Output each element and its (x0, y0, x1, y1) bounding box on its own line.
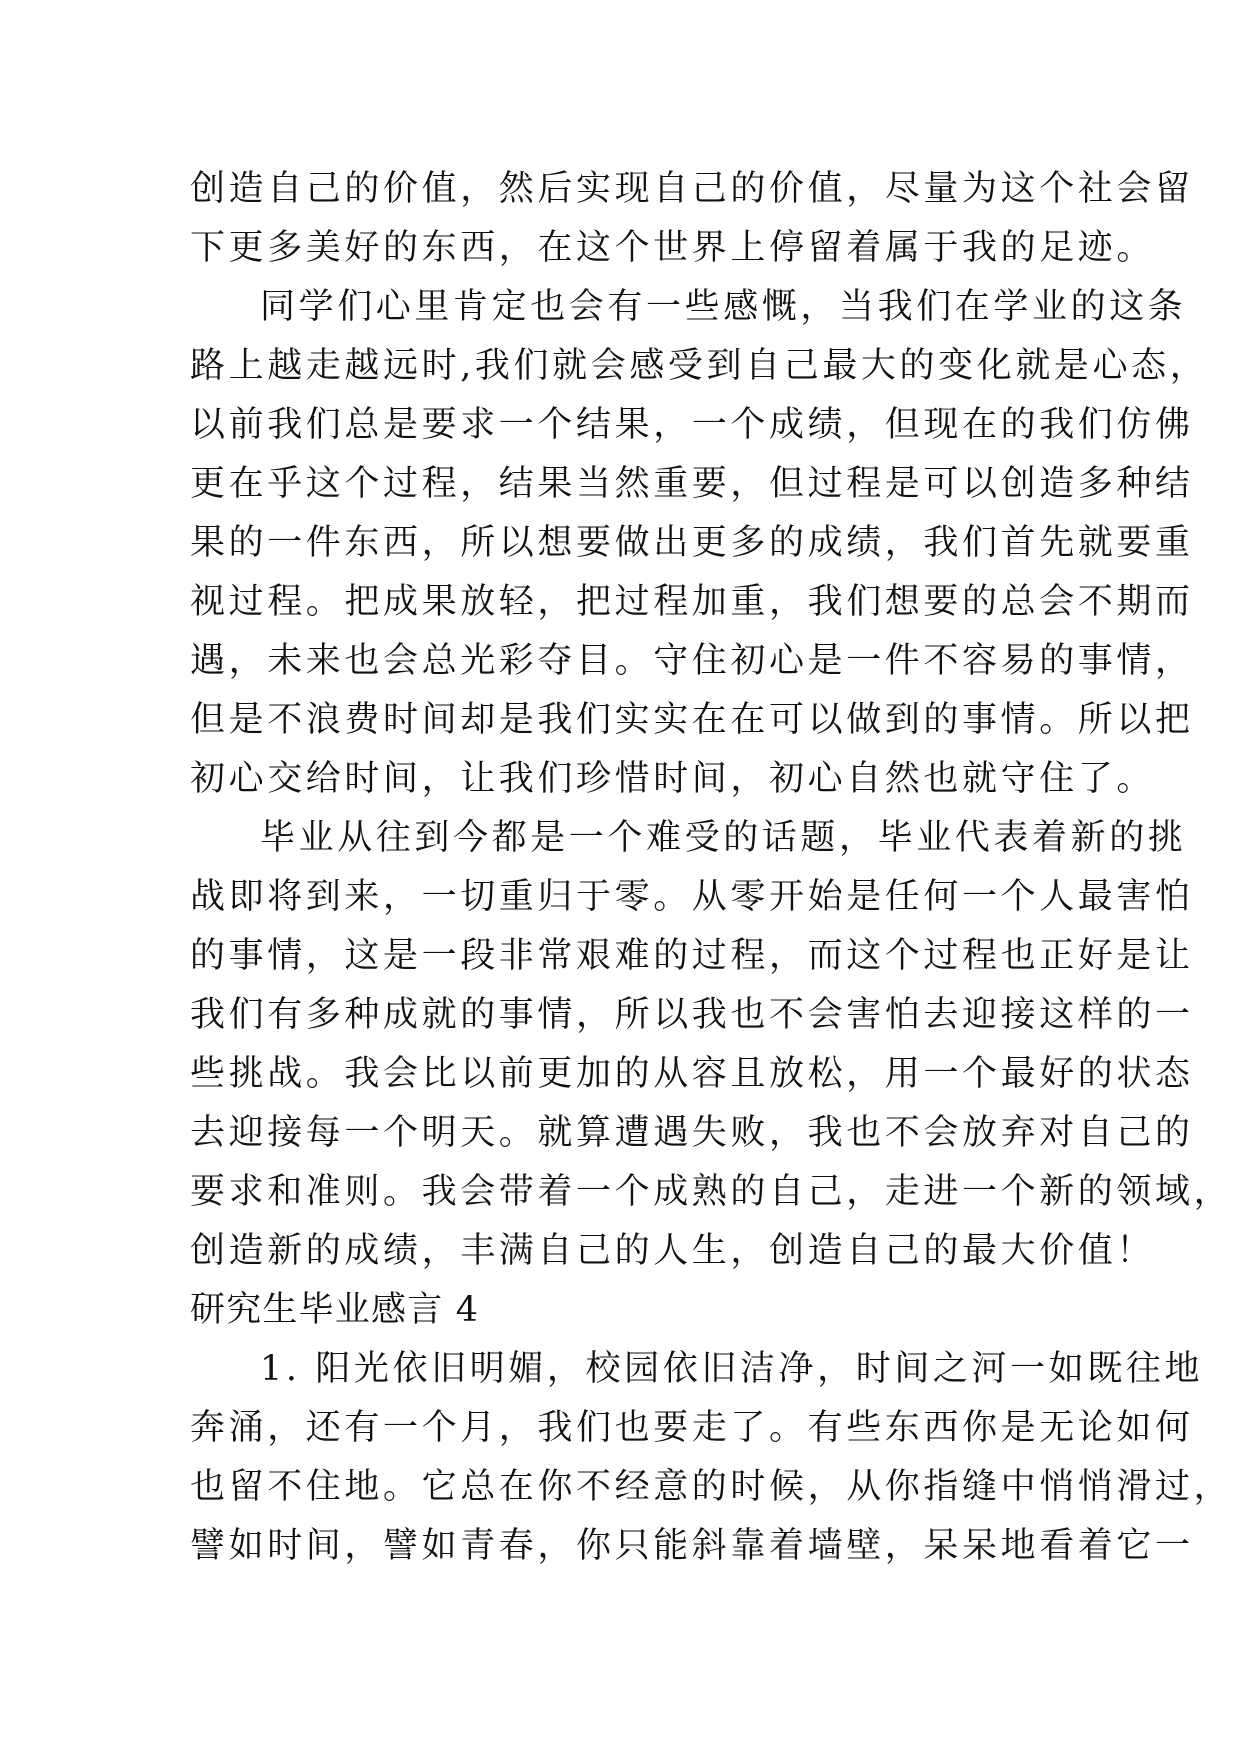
paragraph-start-line: 1. 阳光依旧明媚，校园依旧洁净，时间之河一如既往地 (260, 1349, 1204, 1389)
paragraph-start-line: 毕业从往到今都是一个难受的话题，毕业代表着新的挑 (260, 818, 1187, 858)
text-line: 譬如时间，譬如青春，你只能斜靠着墙壁，呆呆地看着它一 (190, 1526, 1194, 1566)
text-line: 战即将到来，一切重归于零。从零开始是任何一个人最害怕 (190, 877, 1194, 917)
text-line: 创造自己的价值，然后实现自己的价值，尽量为这个社会留 (190, 169, 1194, 209)
text-line: 路上越走越远时,我们就会感受到自己最大的变化就是心态， (190, 346, 1209, 386)
text-line: 更在乎这个过程，结果当然重要，但过程是可以创造多种结 (190, 464, 1194, 504)
paragraph-start-line: 同学们心里肯定也会有一些感慨，当我们在学业的这条 (260, 287, 1187, 327)
text-line: 些挑战。我会比以前更加的从容且放松，用一个最好的状态 (190, 1054, 1194, 1094)
text-line: 遇，未来也会总光彩夺目。守住初心是一件不容易的事情， (190, 641, 1194, 681)
text-line: 的事情，这是一段非常艰难的过程，而这个过程也正好是让 (190, 936, 1194, 976)
text-line: 以前我们总是要求一个结果，一个成绩，但现在的我们仿佛 (190, 405, 1194, 445)
text-line: 创造新的成绩，丰满自己的人生，创造自己的最大价值！ (190, 1231, 1156, 1271)
text-line: 要求和准则。我会带着一个成熟的自己，走进一个新的领域， (190, 1172, 1233, 1212)
section-heading: 研究生毕业感言 4 (190, 1290, 480, 1330)
text-line: 初心交给时间，让我们珍惜时间，初心自然也就守住了。 (190, 759, 1156, 799)
text-line: 果的一件东西，所以想要做出更多的成绩，我们首先就要重 (190, 523, 1194, 563)
text-line: 也留不住地。它总在你不经意的时候，从你指缝中悄悄滑过， (190, 1467, 1233, 1507)
text-line: 视过程。把成果放轻，把过程加重，我们想要的总会不期而 (190, 582, 1194, 622)
text-line: 我们有多种成就的事情，所以我也不会害怕去迎接这样的一 (190, 995, 1194, 1035)
text-line: 奔涌，还有一个月，我们也要走了。有些东西你是无论如何 (190, 1408, 1194, 1448)
text-line: 去迎接每一个明天。就算遭遇失败，我也不会放弃对自己的 (190, 1113, 1194, 1153)
document-body (190, 160, 1233, 1576)
text-line: 下更多美好的东西，在这个世界上停留着属于我的足迹。 (190, 228, 1156, 268)
text-line: 但是不浪费时间却是我们实实在在可以做到的事情。所以把 (190, 700, 1194, 740)
